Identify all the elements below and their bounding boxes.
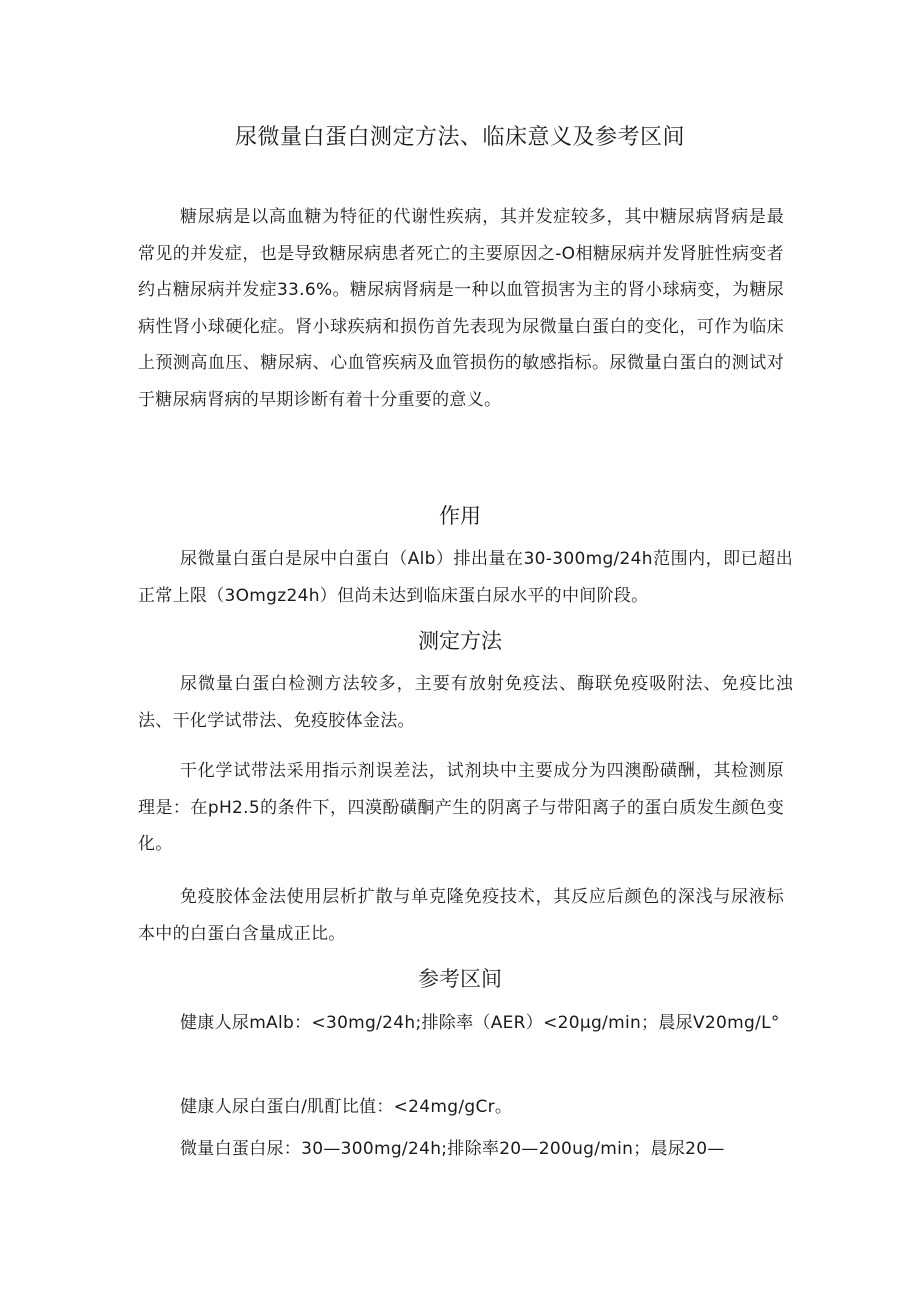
reference-paragraph-3: 微量白蛋白尿：30—300mg∕24h;排除率20—200ug/min；晨尿20—: [180, 1139, 725, 1159]
intro-paragraph: 糖尿病是以高血糖为特征的代谢性疾病，其并发症较多，其中糖尿病肾病是最常见的并发症，也是导致糖尿病患者死亡的主要原因之-O相糖尿病并发肾脏性病变者约占糖尿病并发症33.6%。糖尿病肾病是一种以血管损害为主的肾小球病变，为糖尿病性肾小球硬化症。肾小球疾病和损伤首先表现为尿微量白蛋白的变化，可作为临床上预测高血压、糖尿病、心血管疾病及血管损伤的敏感指标。尿微量白蛋白的测试对于糖尿病肾病的早期诊断有着十分重要的意义。: [138, 207, 784, 410]
section-heading-function: 作用: [439, 504, 481, 528]
methods-paragraph-1: 尿微量白蛋白检测方法较多，主要有放射免疫法、酶联免疫吸附法、免疫比浊法、干化学试带法、免疫胶体金法。: [138, 674, 793, 731]
reference-paragraph-2: 健康人尿白蛋白/肌酊比值：<24mg∕gCr。: [180, 1097, 513, 1117]
document-title: 尿微量白蛋白测定方法、临床意义及参考区间: [234, 125, 685, 150]
section-heading-reference: 参考区间: [418, 967, 502, 991]
function-paragraph: 尿微量白蛋白是尿中白蛋白（Alb）排出量在30-300mg∕24h范围内，即已超出正常上限（3Omgz24h）但尚未达到临床蛋白尿水平的中间阶段。: [138, 549, 793, 606]
reference-paragraph-1: 健康人尿mAlb：<30mg∕24h;排除率（AER）<20μg/min；晨尿V20mg∕L°: [180, 1013, 780, 1033]
methods-paragraph-3: 免疫胶体金法使用层析扩散与单克隆免疫技术，其反应后颜色的深浅与尿液标本中的白蛋白含量成正比。: [138, 887, 784, 944]
section-heading-methods: 测定方法: [418, 629, 502, 653]
methods-paragraph-2: 干化学试带法采用指示剂误差法，试剂块中主要成分为四澳酚磺酬，其检测原理是：在pH2.5的条件下，四漠酚磺酮产生的阴离子与带阳离子的蛋白质发生颜色变化。: [138, 761, 784, 854]
